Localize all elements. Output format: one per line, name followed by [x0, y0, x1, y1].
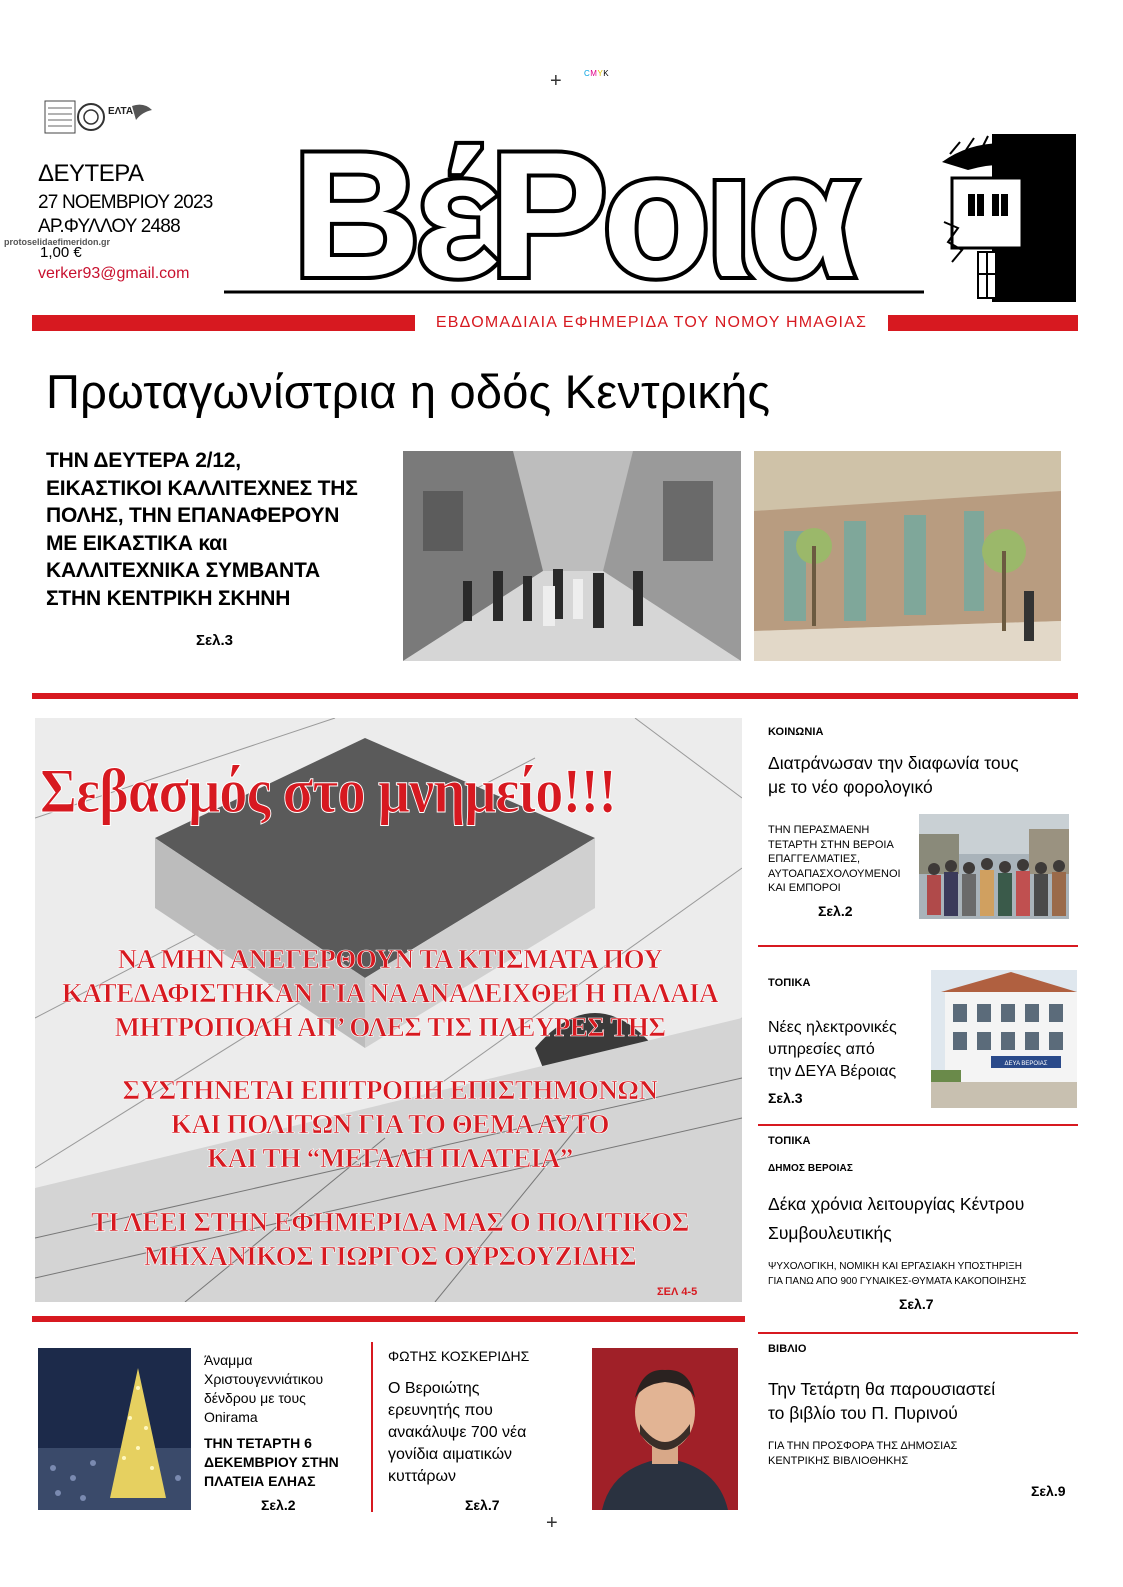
lead-photo-current-street: [754, 451, 1061, 661]
headline-line: Την Τετάρτη θα παρουσιαστεί: [768, 1379, 996, 1399]
story4-section: ΒΙΒΛΙΟ: [768, 1343, 807, 1355]
headline-line: Χριστουγεννιάτικου: [204, 1371, 324, 1387]
section-divider: [32, 693, 1078, 699]
lead-summary-line: ΚΑΛΛΙΤΕΧΝΙΚΑ ΣΥΜΒΑΝΤΑ: [46, 559, 321, 582]
story4-summary: [768, 1439, 1078, 1468]
story3-page-ref: Σελ.7: [899, 1296, 934, 1312]
story3-headline[interactable]: [768, 1190, 1078, 1248]
summary-line: ΚΑΙ ΕΜΠΟΡΟΙ: [768, 882, 841, 894]
summary-line: ΓΙΑ ΤΗΝ ΠΡΟΣΦΟΡΑ ΤΗΣ ΔΗΜΟΣΙΑΣ: [768, 1440, 958, 1452]
feature-block-2: [40, 1073, 740, 1175]
story1-page-ref: Σελ.2: [818, 903, 853, 919]
issue-number: ΑΡ.ΦΥΛΛΟΥ 2488: [38, 216, 180, 232]
elta-logo-text: ΕΛΤΑ: [108, 106, 134, 117]
headline-line: υπηρεσίες από: [768, 1041, 875, 1058]
story3-section: ΤΟΠΙΚΑ: [768, 1135, 811, 1147]
researcher-byline: ΦΩΤΗΣ ΚΟΣΚΕΡΙΔΗΣ: [388, 1348, 530, 1364]
bottom-vertical-rule: [371, 1342, 373, 1512]
cmyk-c: C: [584, 69, 591, 78]
headline-line: την ΔΕΥΑ Βέροιας: [768, 1063, 897, 1080]
contact-email[interactable]: verker93@gmail.com: [38, 265, 190, 282]
summary-line: ΤΗΝ ΠΕΡΑΣΜΑΕΝΗ: [768, 824, 870, 836]
headline-line: ανακάλυψε 700 νέα: [388, 1424, 527, 1441]
feature-bottom-rule: [32, 1316, 745, 1322]
right-column-rule: [758, 1332, 1078, 1334]
tree-page-ref: Σελ.2: [261, 1497, 296, 1513]
story4-page-ref: Σελ.9: [1031, 1483, 1066, 1499]
registration-mark-top: +: [550, 70, 562, 92]
feature-line: ΣΥΣΤΗΝΕΤΑΙ ΕΠΙΤΡΟΠΗ ΕΠΙΣΤΗΜΟΝΩΝ: [122, 1075, 658, 1105]
lead-summary-line: ΣΤΗΝ ΚΕΝΤΡΙΚΗ ΣΚΗΝΗ: [46, 586, 291, 610]
headline-line: Onirama: [204, 1409, 258, 1425]
headline-line: δένδρου με τους: [204, 1390, 306, 1406]
headline-line: Ο Βεροιώτης: [388, 1380, 480, 1397]
deya-sign-text: ΔΕΥΑ ΒΕΡΟΙΑΣ: [1004, 1061, 1048, 1067]
lead-headline[interactable]: Πρωταγωνίστρια η οδός Κεντρικής: [46, 365, 771, 418]
headline-line: Δέκα χρόνια λειτουργίας Κέντρου: [768, 1194, 1025, 1214]
feature-line: ΚΑΤΕΔΑΦΙΣΤΗΚΑΝ ΓΙΑ ΝΑ ΑΝΑΔΕΙΧΘΕΙ Η ΠΑΛΑΙΑ: [61, 978, 719, 1008]
masthead-title: ΒέΡοια: [292, 134, 852, 304]
headline-line: με το νέο φορολογικό: [768, 777, 933, 797]
researcher-headline[interactable]: [388, 1378, 583, 1488]
site-watermark: protoselidaefimeridon.gr: [4, 237, 111, 247]
lead-photo-historic-street: [403, 451, 741, 661]
tree-headline[interactable]: [204, 1351, 364, 1427]
masthead-tagline: ΕΒΔΟΜΑΔΙΑΙΑ ΕΦΗΜΕΡΙΔΑ ΤΟΥ ΝΟΜΟΥ ΗΜΑΘΙΑΣ: [415, 311, 888, 334]
feature-block-1: [40, 942, 740, 1044]
issue-day: ΔΕΥΤΕΡΑ: [38, 160, 144, 187]
cmyk-k: K: [603, 69, 610, 78]
tree-summary: [204, 1434, 364, 1491]
issue-date: 27 ΝΟΕΜΒΡΙΟΥ 2023: [38, 192, 213, 213]
story1-headline[interactable]: [768, 751, 1078, 799]
feature-line: ΤΙ ΛΕΕΙ ΣΤΗΝ ΕΦΗΜΕΡΙΔΑ ΜΑΣ Ο ΠΟΛΙΤΙΚΟΣ: [91, 1207, 689, 1237]
lead-summary-line: ΜΕ ΕΙΚΑΣΤΙΚΑ και: [46, 531, 228, 555]
feature-line: ΜΗΧΑΝΙΚΟΣ ΓΙΩΡΓΟΣ ΟΥΡΣΟΥΖΙΔΗΣ: [143, 1241, 637, 1271]
issue-price: 1,00 €: [40, 244, 82, 261]
issue-info: [38, 160, 212, 283]
bottom-photo-researcher-portrait: [592, 1348, 738, 1510]
lead-summary: [46, 447, 396, 612]
story2-headline[interactable]: [768, 1017, 938, 1083]
right-column-rule: [758, 945, 1078, 947]
clock-tower-illustration: [938, 132, 1076, 302]
headline-line: Νέες ηλεκτρονικές: [768, 1019, 897, 1036]
summary-line: ΔΕΚΕΜΒΡΙΟΥ ΣΤΗΝ: [204, 1454, 339, 1470]
summary-line: ΤΕΤΑΡΤΗ ΣΤΗΝ ΒΕΡΟΙΑ: [768, 838, 894, 851]
masthead-logo: [212, 134, 932, 304]
headline-line: Άναμμα: [204, 1352, 253, 1368]
feature-line: ΚΑΙ ΤΗ “ΜΕΓΑΛΗ ΠΛΑΤΕΙΑ”: [207, 1143, 573, 1173]
cmyk-color-bar: [584, 69, 609, 78]
researcher-page-ref: Σελ.7: [465, 1497, 500, 1513]
cmyk-y: Y: [597, 69, 604, 78]
summary-line: ΠΛΑΤΕΙΑ ΕΛΗΑΣ: [204, 1473, 316, 1489]
story4-headline[interactable]: [768, 1377, 1078, 1425]
headline-line: κυττάρων: [388, 1468, 457, 1485]
headline-line: Διατράνωσαν την διαφωνία τους: [768, 753, 1019, 773]
right-column-rule: [758, 1124, 1078, 1126]
story2-section: ΤΟΠΙΚΑ: [768, 977, 811, 989]
feature-line: ΝΑ ΜΗΝ ΑΝΕΓΕΡΘΟΥΝ ΤΑ ΚΤΙΣΜΑΤΑ ΠΟΥ: [117, 944, 663, 974]
headline-line: Συμβουλευτικής: [768, 1223, 892, 1243]
feature-line: ΚΑΙ ΠΟΛΙΤΩΝ ΓΙΑ ΤΟ ΘΕΜΑ ΑΥΤΟ: [170, 1109, 610, 1139]
lead-summary-line: ΤΗΝ ΔΕΥΤΕΡΑ 2/12,: [46, 449, 241, 472]
lead-page-ref: Σελ.3: [196, 632, 233, 649]
feature-block-3: [40, 1205, 740, 1273]
cmyk-m: M: [590, 69, 598, 78]
summary-line: ΚΕΝΤΡΙΚΗΣ ΒΙΒΛΙΟΘΗΚΗΣ: [768, 1454, 909, 1467]
headline-line: γονίδια αιματικών: [388, 1446, 513, 1463]
feature-headline[interactable]: Σεβασμός στο μνημείο!!!: [40, 755, 617, 826]
lead-summary-line: ΠΟΛΗΣ, ΤΗΝ ΕΠΑΝΑΦΕΡΟΥΝ: [46, 504, 340, 527]
summary-line: ΤΗΝ ΤΕΤΑΡΤΗ 6: [204, 1435, 312, 1451]
story2-photo-deya-building: [931, 970, 1077, 1108]
bottom-photo-christmas-tree: [38, 1348, 191, 1510]
lead-summary-line: ΕΙΚΑΣΤΙΚΟΙ ΚΑΛΛΙΤΕΧΝΕΣ ΤΗΣ: [46, 476, 358, 500]
summary-line: ΨΥΧΟΛΟΓΙΚΗ, ΝΟΜΙΚΗ ΚΑΙ ΕΡΓΑΣΙΑΚΗ ΥΠΟΣΤΗΡΙΞΗ: [768, 1261, 1023, 1272]
story3-subsection: ΔΗΜΟΣ ΒΕΡΟΙΑΣ: [768, 1163, 853, 1174]
headline-line: ερευνητής που: [388, 1402, 493, 1419]
story1-section: ΚΟΙΝΩΝΙΑ: [768, 726, 824, 738]
summary-line: ΕΠΑΓΓΕΛΜΑΤΙΕΣ,: [768, 853, 861, 865]
feature-page-ref: ΣΕΛ 4-5: [657, 1286, 698, 1298]
summary-line: ΑΥΤΟΑΠΑΣΧΟΛΟΥΜΕΝΟΙ: [768, 867, 901, 880]
headline-line: το βιβλίο του Π. Πυρινού: [768, 1403, 958, 1423]
story2-page-ref: Σελ.3: [768, 1090, 803, 1106]
postal-permit-logos: [44, 100, 164, 136]
summary-line: ΓΙΑ ΠΑΝΩ ΑΠΟ 900 ΓΥΝΑΙΚΕΣ-ΘΥΜΑΤΑ ΚΑΚΟΠΟΙΗΣΗΣ: [768, 1275, 1027, 1287]
feature-line: ΜΗΤΡΟΠΟΛΗ ΑΠ’ ΟΛΕΣ ΤΙΣ ΠΛΕΥΡΕΣ ΤΗΣ: [114, 1012, 666, 1042]
story3-summary: [768, 1260, 1078, 1289]
story1-summary: [768, 823, 913, 896]
story1-photo-protest-group: [919, 814, 1069, 919]
registration-mark-bottom: +: [546, 1512, 558, 1534]
